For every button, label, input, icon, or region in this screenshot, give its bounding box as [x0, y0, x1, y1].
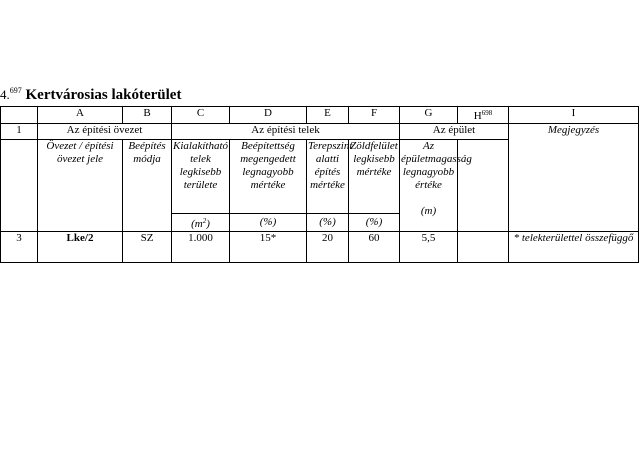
row-number-3: 3 — [1, 232, 38, 263]
cell-zone-code: Lke/2 — [38, 232, 123, 263]
col-letter-b: B — [123, 107, 172, 124]
col-letter-a: A — [38, 107, 123, 124]
unit-c-end: ) — [206, 217, 210, 230]
row-number-1: 1 — [1, 124, 38, 140]
col-letter-g: G — [400, 107, 458, 124]
col-letter-f: F — [349, 107, 400, 124]
col-letter-h — [458, 107, 509, 124]
unit-f: (%) — [349, 214, 400, 232]
corner-cell — [1, 107, 38, 124]
row-number-2-cell — [1, 140, 38, 232]
group-header-row — [1, 124, 639, 140]
cell-min-plot-area: 1.000 — [172, 232, 230, 263]
cell-green-area: 60 — [349, 232, 400, 263]
desc-f: Zöldfelület legkisebb mértéke — [349, 140, 400, 214]
zoning-table — [0, 106, 639, 263]
section-title: Kertvárosias lakóterület — [25, 87, 182, 103]
cell-note: * telekterülettel összefüggő — [509, 232, 639, 263]
cell-underground: 20 — [307, 232, 349, 263]
group-plot: Az építési telek — [172, 124, 400, 140]
unit-c — [172, 214, 230, 232]
group-building: Az épület — [400, 124, 509, 140]
cell-max-coverage: 15* — [230, 232, 307, 263]
col-letter-e: E — [307, 107, 349, 124]
desc-g — [400, 140, 472, 232]
unit-g: (m) — [420, 205, 437, 217]
col-letter-d: D — [230, 107, 307, 124]
data-row — [1, 232, 639, 263]
unit-c-base: (m — [191, 217, 203, 230]
unit-d: (%) — [230, 214, 307, 232]
section-footnote-ref: 697 — [9, 86, 22, 95]
desc-a: Övezet / építési övezet jele — [38, 140, 123, 232]
desc-b: Beépítés módja — [123, 140, 172, 232]
group-note: Megjegyzés — [509, 124, 639, 232]
desc-e: Terepszint alatti építés mértéke — [307, 140, 349, 214]
unit-c-sup: 2 — [202, 216, 207, 225]
section-heading — [0, 86, 181, 104]
cell-h — [458, 232, 509, 263]
group-zone: Az építési övezet — [38, 124, 172, 140]
desc-g-text: Az épületmagasság legnagyobb értéke — [401, 140, 472, 191]
section-number: 4. — [0, 87, 10, 102]
desc-d: Beépítettség megengedett legnagyobb mértéke — [230, 140, 307, 214]
cell-max-height: 5,5 — [400, 232, 458, 263]
col-letter-c: C — [172, 107, 230, 124]
col-letter-h-footnote: 698 — [481, 109, 493, 117]
unit-e: (%) — [307, 214, 349, 232]
col-letter-i: I — [509, 107, 639, 124]
cell-build-mode: SZ — [123, 232, 172, 263]
desc-c: Kialakítható telek legkisebb területe — [172, 140, 230, 214]
column-letter-row — [1, 107, 639, 124]
col-letter-h-text: H — [473, 110, 482, 122]
